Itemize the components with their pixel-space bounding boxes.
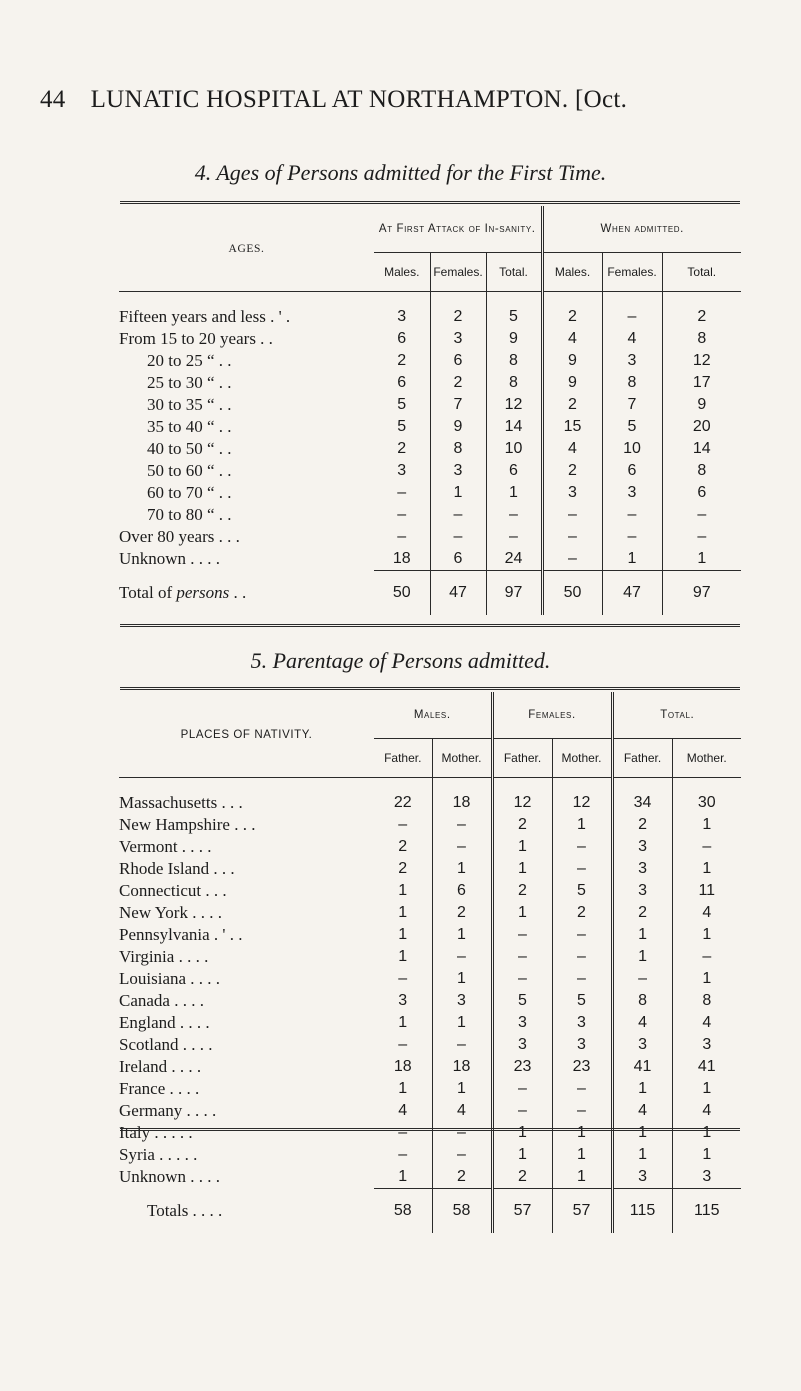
subheader-total-father: Father. xyxy=(612,739,672,778)
parentage-row xyxy=(119,1144,741,1166)
subheader-males-mother: Mother. xyxy=(432,739,492,778)
section4-bottom-rule xyxy=(120,624,740,627)
parentage-row xyxy=(119,792,741,814)
parentage-row-cell: 2 xyxy=(398,860,408,877)
parentage-row-cell: – xyxy=(552,946,612,968)
running-title: LUNATIC HOSPITAL AT NORTHAMPTON. xyxy=(90,86,569,113)
parentage-row-cell: 1 xyxy=(398,1014,408,1031)
ages-row-label: 30 to 35 “ . . xyxy=(147,395,232,414)
subheader-females-father: Father. xyxy=(492,739,552,778)
parentage-row-cell: 1 xyxy=(398,1080,408,1097)
parentage-row xyxy=(119,1122,741,1144)
parentage-row-cell: 1 xyxy=(492,836,552,858)
ages-row xyxy=(119,460,741,482)
parentage-row xyxy=(119,880,741,902)
ages-row-label: 25 to 30 “ . . xyxy=(147,373,232,392)
parentage-row-cell: – xyxy=(552,1078,612,1100)
parentage-row-cell: 1 xyxy=(398,882,408,899)
parentage-row xyxy=(119,924,741,946)
parentage-row-cell: 2 xyxy=(612,814,672,836)
parentage-row xyxy=(119,946,741,968)
parentage-row-cell: – xyxy=(398,970,408,987)
ages-row-cell: 6 xyxy=(602,460,662,482)
parentage-row-label: Syria . . . . . xyxy=(119,1145,198,1164)
parentage-row xyxy=(119,902,741,924)
ages-row-cell: 3 xyxy=(397,462,407,479)
parentage-row-cell: 1 xyxy=(492,1122,552,1144)
ages-row-label: 70 to 80 “ . . xyxy=(147,505,232,524)
ages-row-cell: 10 xyxy=(602,438,662,460)
ages-row-cell: 8 xyxy=(430,438,486,460)
parentage-row-cell: 1 xyxy=(398,1168,408,1185)
ages-row-cell: 9 xyxy=(542,350,602,372)
parentage-row-cell: – xyxy=(492,1078,552,1100)
parentage-row-label: Virginia . . . . xyxy=(119,947,209,966)
ages-row-cell: 2 xyxy=(397,440,407,457)
parentage-row-cell: 12 xyxy=(552,792,612,814)
ages-row-cell: 6 xyxy=(430,548,486,571)
ages-total-cell: 47 xyxy=(430,571,486,616)
ages-row-cell: 7 xyxy=(430,394,486,416)
ages-row-cell: 1 xyxy=(486,482,542,504)
parentage-row-cell: 3 xyxy=(672,1166,741,1189)
parentage-row-cell: 1 xyxy=(672,968,741,990)
females-group-header: Females. xyxy=(492,692,612,739)
ages-row-cell: 1 xyxy=(602,548,662,571)
ages-row xyxy=(119,328,741,350)
parentage-row-label: New Hampshire . . . xyxy=(119,815,256,834)
ages-column-header: AGES. xyxy=(228,242,265,255)
section5-number: 5. xyxy=(250,648,268,673)
parentage-row-cell: 2 xyxy=(612,902,672,924)
parentage-row-cell: – xyxy=(432,1034,492,1056)
parentage-row-cell: 3 xyxy=(612,836,672,858)
ages-row xyxy=(119,372,741,394)
parentage-total-cell: 57 xyxy=(552,1189,612,1234)
ages-row-cell: 9 xyxy=(662,394,741,416)
section4-title-text: Ages of Persons admitted for the First Time. xyxy=(216,160,607,185)
ages-row-cell: 2 xyxy=(430,306,486,328)
when-admitted-group-header: When admitted. xyxy=(542,206,741,253)
parentage-row-cell: 23 xyxy=(552,1056,612,1078)
ages-row-cell: 8 xyxy=(602,372,662,394)
ages-row-cell: – xyxy=(662,504,741,526)
parentage-row xyxy=(119,990,741,1012)
ages-row-cell: – xyxy=(542,548,602,571)
ages-row-cell: – xyxy=(602,504,662,526)
parentage-total-cell: 115 xyxy=(612,1189,672,1234)
ages-row-label: Over 80 years . . . xyxy=(119,527,240,546)
parentage-row-cell: 1 xyxy=(432,924,492,946)
parentage-row-cell: 2 xyxy=(552,902,612,924)
parentage-row-cell: 30 xyxy=(672,792,741,814)
parentage-row xyxy=(119,858,741,880)
parentage-row-cell: 3 xyxy=(432,990,492,1012)
ages-total-cell: 97 xyxy=(662,571,741,616)
parentage-row-cell: 6 xyxy=(432,880,492,902)
parentage-row-cell: 1 xyxy=(492,1144,552,1166)
ages-row xyxy=(119,504,741,526)
parentage-row-cell: 1 xyxy=(398,904,408,921)
parentage-row-cell: 3 xyxy=(492,1034,552,1056)
subheader-females-mother: Mother. xyxy=(552,739,612,778)
ages-row-cell: 14 xyxy=(662,438,741,460)
ages-row-cell: 6 xyxy=(430,350,486,372)
ages-row-cell: – xyxy=(486,526,542,548)
page-number: 44 xyxy=(40,86,66,113)
parentage-row-cell: – xyxy=(552,968,612,990)
ages-row-cell: 17 xyxy=(662,372,741,394)
ages-row-cell: 3 xyxy=(430,328,486,350)
ages-row-cell: – xyxy=(602,526,662,548)
ages-row-cell: 9 xyxy=(486,328,542,350)
parentage-row-label: New York . . . . xyxy=(119,903,222,922)
parentage-row xyxy=(119,1034,741,1056)
parentage-row-cell: 3 xyxy=(492,1012,552,1034)
parentage-row-cell: – xyxy=(432,946,492,968)
ages-row-cell: 3 xyxy=(397,308,407,325)
ages-row-cell: 3 xyxy=(542,482,602,504)
ages-row-label: 50 to 60 “ . . xyxy=(147,461,232,480)
ages-row-cell: – xyxy=(542,526,602,548)
parentage-row-cell: 1 xyxy=(672,858,741,880)
parentage-row-label: Vermont . . . . xyxy=(119,837,212,856)
ages-row-cell: 4 xyxy=(542,328,602,350)
ages-row-cell: 18 xyxy=(392,550,411,567)
parentage-row-cell: – xyxy=(672,946,741,968)
ages-row-cell: 2 xyxy=(662,306,741,328)
ages-row-cell: – xyxy=(430,504,486,526)
ages-row-cell: 2 xyxy=(542,394,602,416)
ages-row-cell: 1 xyxy=(662,548,741,571)
total-label-post: . . xyxy=(229,582,247,602)
parentage-row-cell: 2 xyxy=(492,880,552,902)
ages-row-cell: – xyxy=(430,526,486,548)
ages-row-label: From 15 to 20 years . . xyxy=(119,329,273,348)
ages-row xyxy=(119,438,741,460)
parentage-row-cell: 8 xyxy=(672,990,741,1012)
ages-row-cell: 8 xyxy=(662,460,741,482)
subheader-admitted-males: Males. xyxy=(542,253,602,292)
parentage-row-cell: 1 xyxy=(552,1122,612,1144)
parentage-row-cell: 8 xyxy=(612,990,672,1012)
parentage-row-cell: 1 xyxy=(432,1078,492,1100)
ages-row-cell: 2 xyxy=(542,460,602,482)
parentage-row-cell: – xyxy=(492,968,552,990)
parentage-row-label: Louisiana . . . . xyxy=(119,969,221,988)
parentage-row xyxy=(119,968,741,990)
parentage-row xyxy=(119,836,741,858)
subheader-first-total: Total. xyxy=(486,253,542,292)
parentage-row-cell: – xyxy=(552,924,612,946)
parentage-row-cell: – xyxy=(432,1122,492,1144)
ages-row-cell: 8 xyxy=(662,328,741,350)
ages-row-cell: 5 xyxy=(397,418,407,435)
parentage-total-cell: 115 xyxy=(672,1189,741,1234)
ages-table-body xyxy=(119,306,741,571)
ages-row xyxy=(119,416,741,438)
ages-row-label: 40 to 50 “ . . xyxy=(147,439,232,458)
ages-row xyxy=(119,306,741,328)
ages-row-cell: – xyxy=(486,504,542,526)
parentage-row-cell: 1 xyxy=(552,1166,612,1189)
parentage-row-cell: 3 xyxy=(552,1012,612,1034)
parentage-row-cell: 23 xyxy=(492,1056,552,1078)
parentage-row-cell: 1 xyxy=(612,946,672,968)
parentage-table xyxy=(119,692,741,1233)
ages-row-label: 60 to 70 “ . . xyxy=(147,483,232,502)
ages-row-cell: 3 xyxy=(430,460,486,482)
ages-row xyxy=(119,350,741,372)
parentage-row-label: Scotland . . . . xyxy=(119,1035,213,1054)
parentage-total-cell: 57 xyxy=(492,1189,552,1234)
ages-row-cell: 6 xyxy=(486,460,542,482)
total-group-header: Total. xyxy=(612,692,741,739)
parentage-row-cell: – xyxy=(432,836,492,858)
parentage-row-cell: 4 xyxy=(672,1100,741,1122)
parentage-row xyxy=(119,1056,741,1078)
parentage-row-cell: 3 xyxy=(552,1034,612,1056)
subheader-first-females: Females. xyxy=(430,253,486,292)
parentage-row-label: Massachusetts . . . xyxy=(119,793,243,812)
parentage-row xyxy=(119,1012,741,1034)
ages-row-cell: 12 xyxy=(662,350,741,372)
parentage-row-label: Rhode Island . . . xyxy=(119,859,235,878)
parentage-row-cell: 2 xyxy=(492,814,552,836)
parentage-total-cell: 58 xyxy=(432,1189,492,1234)
ages-row-cell: – xyxy=(397,528,407,545)
parentage-row-label: France . . . . xyxy=(119,1079,200,1098)
parentage-row-cell: 1 xyxy=(398,926,408,943)
parentage-row-cell: 1 xyxy=(432,968,492,990)
parentage-row-cell: 5 xyxy=(492,990,552,1012)
parentage-row-cell: – xyxy=(432,814,492,836)
parentage-total-cell: 58 xyxy=(374,1189,432,1234)
parentage-row-label: Pennsylvania . ' . . xyxy=(119,925,243,944)
parentage-row-label: Unknown . . . . xyxy=(119,1167,221,1187)
parentage-row-cell: – xyxy=(492,1100,552,1122)
ages-row-cell: 12 xyxy=(486,394,542,416)
parentage-row-cell: 1 xyxy=(492,902,552,924)
parentage-row-cell: 1 xyxy=(492,858,552,880)
ages-row-cell: 10 xyxy=(486,438,542,460)
parentage-row-label: Germany . . . . xyxy=(119,1101,217,1120)
parentage-row-cell: 1 xyxy=(612,1122,672,1144)
ages-row-cell: 4 xyxy=(542,438,602,460)
parentage-row-cell: 5 xyxy=(552,880,612,902)
ages-row-cell: 14 xyxy=(486,416,542,438)
parentage-row-label: Ireland . . . . xyxy=(119,1057,202,1076)
parentage-row-cell: 5 xyxy=(552,990,612,1012)
subheader-admitted-total: Total. xyxy=(662,253,741,292)
subheader-first-males: Males. xyxy=(374,253,430,292)
ages-row-label: Unknown . . . . xyxy=(119,549,221,569)
ages-row xyxy=(119,548,741,571)
ages-row-label: 35 to 40 “ . . xyxy=(147,417,232,436)
ages-row-cell: 5 xyxy=(602,416,662,438)
parentage-row-cell: 1 xyxy=(432,1012,492,1034)
section5-title-text: Parentage of Persons admitted. xyxy=(272,648,551,673)
parentage-row-cell: 41 xyxy=(612,1056,672,1078)
ages-row-cell: 3 xyxy=(602,482,662,504)
parentage-row-cell: 1 xyxy=(552,814,612,836)
males-group-header: Males. xyxy=(413,709,451,721)
parentage-row-cell: 3 xyxy=(612,1034,672,1056)
parentage-row-cell: 4 xyxy=(612,1100,672,1122)
parentage-row-cell: – xyxy=(398,1124,408,1141)
parentage-row-cell: 3 xyxy=(398,992,408,1009)
parentage-row-cell: 1 xyxy=(552,1144,612,1166)
subheader-total-mother: Mother. xyxy=(672,739,741,778)
parentage-row-cell: – xyxy=(672,836,741,858)
parentage-row-cell: 22 xyxy=(393,794,412,811)
parentage-row-cell: – xyxy=(492,946,552,968)
parentage-row xyxy=(119,1078,741,1100)
parentage-row-cell: 41 xyxy=(672,1056,741,1078)
ages-row-cell: 5 xyxy=(486,306,542,328)
ages-row-cell: 5 xyxy=(397,396,407,413)
ages-row-cell: 6 xyxy=(397,374,407,391)
parentage-row-cell: 1 xyxy=(672,1078,741,1100)
parentage-row-cell: 4 xyxy=(672,1012,741,1034)
ages-table xyxy=(119,206,741,615)
parentage-row-cell: 4 xyxy=(672,902,741,924)
parentage-row-cell: 2 xyxy=(492,1166,552,1189)
parentage-row-cell: 1 xyxy=(612,924,672,946)
ages-row-cell: 15 xyxy=(542,416,602,438)
parentage-row-cell: – xyxy=(552,1100,612,1122)
parentage-row-label: Italy . . . . . xyxy=(119,1123,193,1142)
parentage-row-cell: – xyxy=(432,1144,492,1166)
ages-total-label xyxy=(119,571,374,616)
ages-total-cell: 47 xyxy=(602,571,662,616)
parentage-row-cell: 4 xyxy=(398,1102,408,1119)
ages-row-cell: – xyxy=(397,506,407,523)
ages-row-cell: 6 xyxy=(397,330,407,347)
parentage-row-cell: 2 xyxy=(432,1166,492,1189)
parentage-row-cell: – xyxy=(552,836,612,858)
ages-row-cell: 2 xyxy=(397,352,407,369)
ages-row-cell: 6 xyxy=(662,482,741,504)
parentage-row-cell: 3 xyxy=(612,858,672,880)
parentage-row-label: England . . . . xyxy=(119,1013,210,1032)
section4-title xyxy=(0,160,801,186)
section5-top-rule xyxy=(120,687,740,690)
parentage-row-cell: 3 xyxy=(672,1034,741,1056)
parentage-row-cell: 4 xyxy=(612,1012,672,1034)
ages-row-cell: 2 xyxy=(542,306,602,328)
places-column-header: PLACES OF NATIVITY. xyxy=(180,728,313,741)
running-date: [Oct. xyxy=(575,86,628,113)
parentage-row-cell: 2 xyxy=(398,838,408,855)
parentage-row-cell: – xyxy=(612,968,672,990)
first-attack-group-header: At First Attack of In-sanity. xyxy=(378,223,536,235)
parentage-row xyxy=(119,1100,741,1122)
parentage-row-cell: 1 xyxy=(672,924,741,946)
ages-total-cell: 50 xyxy=(374,571,430,616)
parentage-row-cell: 1 xyxy=(672,1122,741,1144)
parentage-row-label: Connecticut . . . xyxy=(119,881,227,900)
parentage-row-cell: – xyxy=(492,924,552,946)
section4-number: 4. xyxy=(194,160,212,185)
parentage-row-cell: – xyxy=(398,1146,408,1163)
ages-row-cell: – xyxy=(542,504,602,526)
subheader-admitted-females: Females. xyxy=(602,253,662,292)
parentage-row-cell: 34 xyxy=(612,792,672,814)
parentage-row-cell: 1 xyxy=(672,814,741,836)
section5-bottom-rule xyxy=(120,1128,740,1131)
parentage-row xyxy=(119,814,741,836)
ages-row-cell: 4 xyxy=(602,328,662,350)
parentage-row-cell: 11 xyxy=(672,880,741,902)
ages-row-cell: 8 xyxy=(486,372,542,394)
ages-row-cell: – xyxy=(662,526,741,548)
ages-total-row xyxy=(119,571,741,616)
parentage-total-label: Totals . . . . xyxy=(147,1200,223,1220)
parentage-row-cell: 1 xyxy=(398,948,408,965)
ages-row-cell: – xyxy=(397,484,407,501)
parentage-row-cell: 1 xyxy=(672,1144,741,1166)
parentage-row-cell: – xyxy=(398,1036,408,1053)
ages-row-label: 20 to 25 “ . . xyxy=(147,351,232,370)
total-label-pre: Total of xyxy=(119,582,177,602)
ages-row xyxy=(119,394,741,416)
section5-title xyxy=(0,648,801,674)
section4-top-rule xyxy=(120,201,740,204)
ages-row-cell: 24 xyxy=(486,548,542,571)
subheader-males-father: Father. xyxy=(374,739,432,778)
ages-total-cell: 50 xyxy=(542,571,602,616)
ages-total-cell: 97 xyxy=(486,571,542,616)
parentage-row-cell: 2 xyxy=(432,902,492,924)
parentage-row-cell: 1 xyxy=(612,1078,672,1100)
parentage-row-cell: – xyxy=(552,858,612,880)
parentage-total-row xyxy=(119,1189,741,1234)
ages-row xyxy=(119,482,741,504)
ages-row-cell: – xyxy=(602,306,662,328)
ages-row-cell: 8 xyxy=(486,350,542,372)
ages-row-cell: 1 xyxy=(430,482,486,504)
parentage-row-cell: 18 xyxy=(432,792,492,814)
parentage-row-cell: 18 xyxy=(393,1058,412,1075)
parentage-row xyxy=(119,1166,741,1189)
ages-row-label: Fifteen years and less . ' . xyxy=(119,307,291,326)
ages-row-cell: 2 xyxy=(430,372,486,394)
parentage-row-cell: 3 xyxy=(612,1166,672,1189)
parentage-row-cell: – xyxy=(398,816,408,833)
parentage-row-cell: 12 xyxy=(492,792,552,814)
parentage-row-cell: 18 xyxy=(432,1056,492,1078)
ages-row-cell: 9 xyxy=(542,372,602,394)
ages-row xyxy=(119,526,741,548)
ages-row-cell: 3 xyxy=(602,350,662,372)
parentage-row-cell: 1 xyxy=(432,858,492,880)
ages-row-cell: 9 xyxy=(430,416,486,438)
total-label-em: persons xyxy=(176,582,230,602)
parentage-row-label: Canada . . . . xyxy=(119,991,204,1010)
ages-row-cell: 7 xyxy=(602,394,662,416)
parentage-row-cell: 3 xyxy=(612,880,672,902)
parentage-row-cell: 1 xyxy=(612,1144,672,1166)
parentage-row-cell: 4 xyxy=(432,1100,492,1122)
page-header xyxy=(40,86,780,114)
ages-row-cell: 20 xyxy=(662,416,741,438)
